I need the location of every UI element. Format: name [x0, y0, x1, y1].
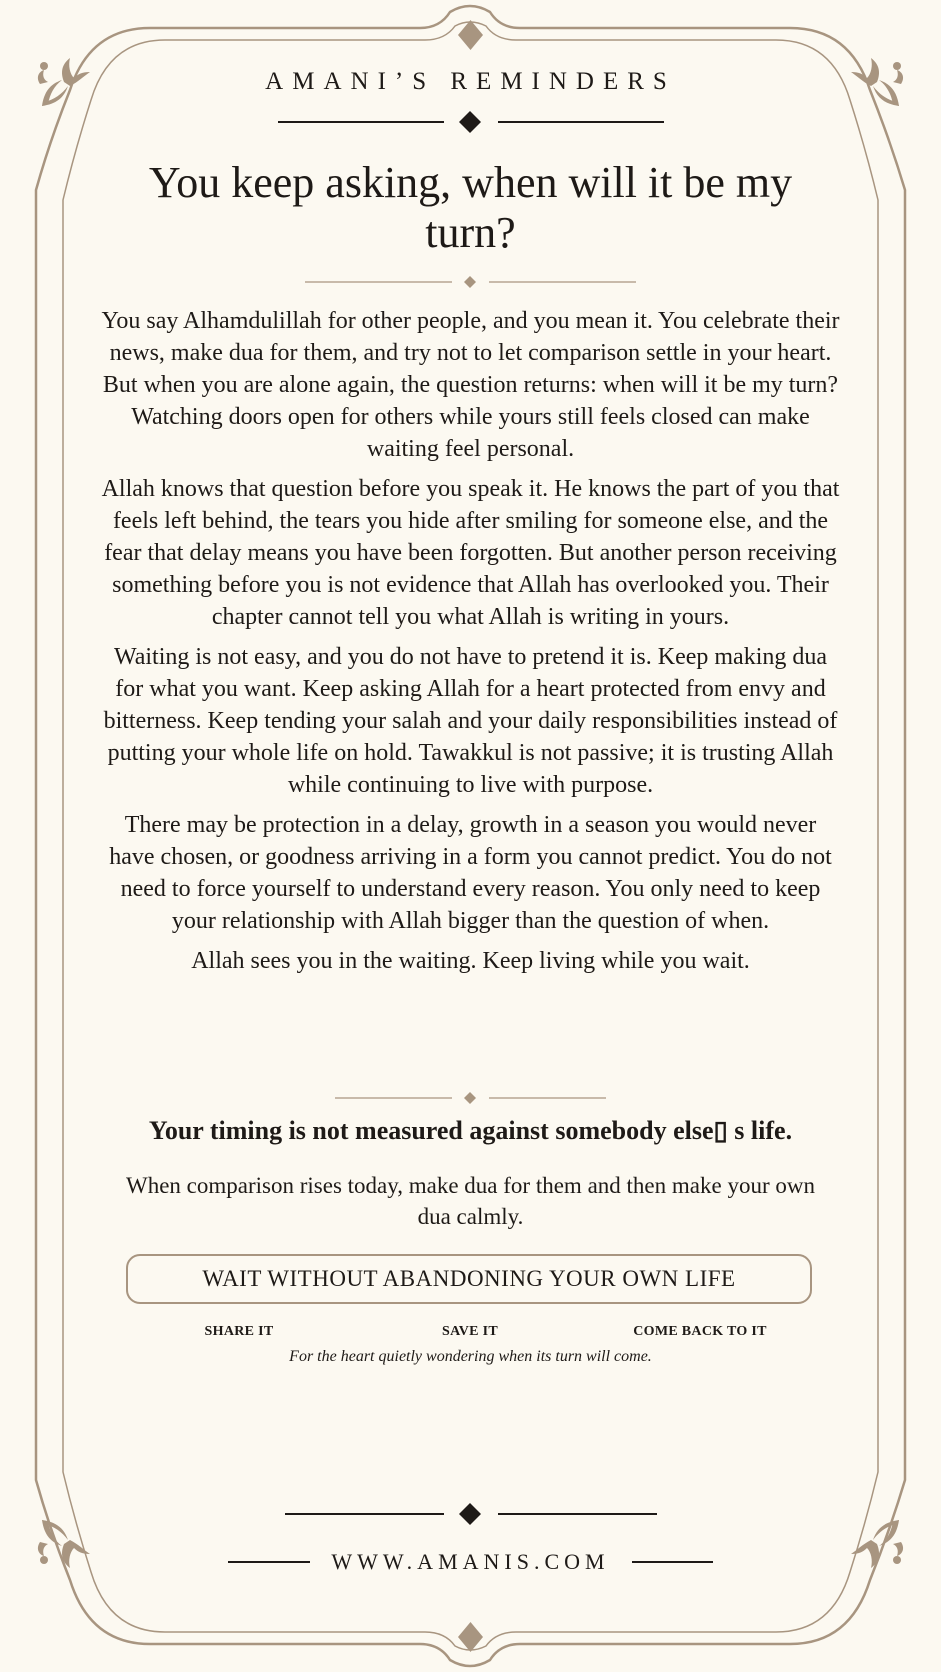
share-link[interactable]: SHARE IT: [204, 1324, 274, 1339]
diamond-icon: [464, 276, 476, 288]
title-divider: [0, 274, 941, 290]
action-note: When comparison rises today, make dua for them and then make your own dua calmly.: [126, 1173, 815, 1229]
body-paragraph: Allah knows that question before you speak it. He knows the part of you that feels left behind, the tears you hide after smiling for someone else, and the fear that delay means you have been forgotten. But another person receiving something before you is not evidence that Allah has overlooked you. Their chapter cannot tell you what Allah is writing in yours.: [101, 476, 840, 630]
footer-divider: [0, 1502, 941, 1526]
diamond-icon: [455, 1620, 486, 1654]
body-paragraph: Allah sees you in the waiting. Keep living while you wait.: [191, 948, 750, 974]
save-link[interactable]: SAVE IT: [442, 1324, 498, 1339]
diamond-icon: [459, 111, 481, 133]
post-title: You keep asking, when will it be my turn?: [148, 158, 793, 257]
come-back-link[interactable]: COME BACK TO IT: [633, 1324, 767, 1339]
body-paragraph: You say Alhamdulillah for other people, and you mean it. You celebrate their news, make dua for them, and try not to let comparison settle in your heart. But when you are alone again, the question returns: when will it be my turn? Watching doors open for others while yours still feels closed can make waiting feel personal.: [101, 308, 840, 462]
diamond-icon: [455, 18, 486, 52]
action-links: [0, 1324, 941, 1344]
diamond-icon: [459, 1503, 481, 1525]
brand-title: AMANI’S REMINDERS: [265, 68, 676, 95]
footer-url-link[interactable]: WWW.AMANIS.COM: [331, 1549, 610, 1574]
body-divider: [0, 1090, 941, 1106]
body-paragraph: Waiting is not easy, and you do not have to pretend it is. Keep making dua for what you want. Keep asking Allah for a heart protected from envy and bitterness. Keep tending your salah and your daily responsibilities instead of putting your whole life on hold. Tawakkul is not passive; it is trusting Allah while continuing to live with purpose.: [103, 644, 838, 798]
cta-button[interactable]: WAIT WITHOUT ABANDONING YOUR OWN LIFE: [126, 1254, 812, 1304]
header-divider: [0, 110, 941, 134]
dedication: For the heart quietly wondering when its turn will come.: [289, 1348, 652, 1365]
post-body: [100, 305, 841, 985]
body-paragraph: There may be protection in a delay, growth in a season you would never have chosen, or goodness arriving in a form you cannot predict. You do not need to force yourself to understand every reason. You only need to keep your relationship with Allah bigger than the question of when.: [109, 812, 832, 934]
callout-quote: Your timing is not measured against somebody else▯ s life.: [148, 1116, 793, 1145]
diamond-icon: [464, 1092, 476, 1104]
